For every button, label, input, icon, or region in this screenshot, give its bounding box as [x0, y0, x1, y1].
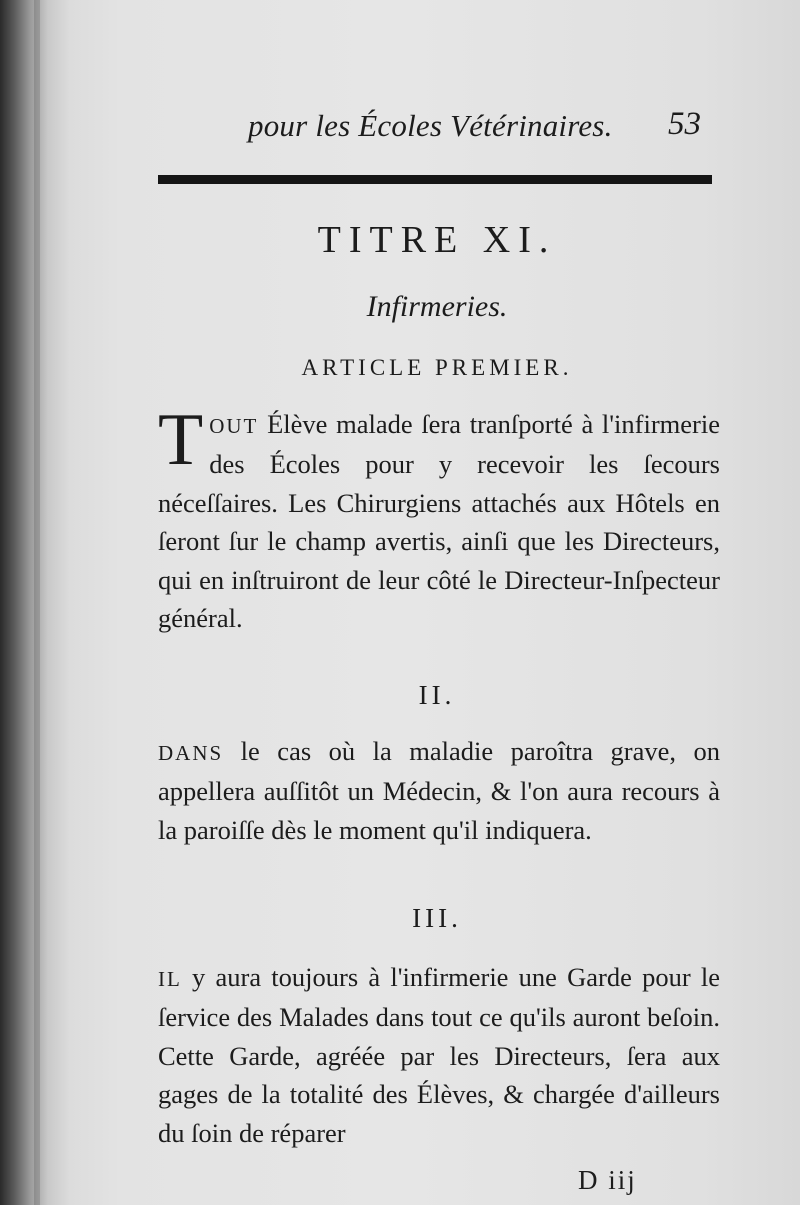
paragraph-lead: OUT [209, 414, 259, 438]
header-rule [158, 175, 712, 184]
signature-mark: D iij [578, 1165, 637, 1195]
page-number: 53 [668, 106, 701, 142]
running-title: pour les Écoles Vétérinaires. [248, 108, 613, 143]
paragraph-text: Élève malade ſera tranſporté à l'infirmerie des Écoles pour y recevoir les ſecours néceſſaires. Les Chirurgiens attachés aux Hôtels en ſeront ſur le champ avertis, ainſi que les Directeurs, qui en inſtruiront de leur côté le Directeur-Inſpecteur général. [158, 409, 720, 634]
paragraph-article-2 [158, 732, 720, 849]
paragraph-lead: DANS [158, 741, 224, 765]
article-number-3: III. [412, 903, 462, 933]
drop-cap: T [158, 399, 204, 481]
section-subtitle: Infirmeries. [366, 290, 508, 323]
paragraph-article-3 [158, 958, 720, 1152]
section-title: TITRE XI. [317, 219, 557, 261]
article-number-2: II. [418, 680, 456, 710]
paragraph-lead: IL [158, 967, 182, 991]
article-heading: ARTICLE PREMIER. [301, 355, 573, 380]
paragraph-text: le cas où la maladie paroîtra grave, on appellera auſſitôt un Médecin, & l'on aura recours à la paroiſſe dès le moment qu'il indiquera. [158, 736, 720, 845]
paragraph-article-1 [158, 399, 720, 637]
paragraph-text: y aura toujours à l'infirmerie une Garde pour le ſervice des Malades dans tout ce qu'ils auront beſoin. Cette Garde, agréée par les Directeurs, ſera aux gages de la totalité des Élèves, & chargée d'ailleurs du ſoin de réparer [158, 962, 720, 1148]
